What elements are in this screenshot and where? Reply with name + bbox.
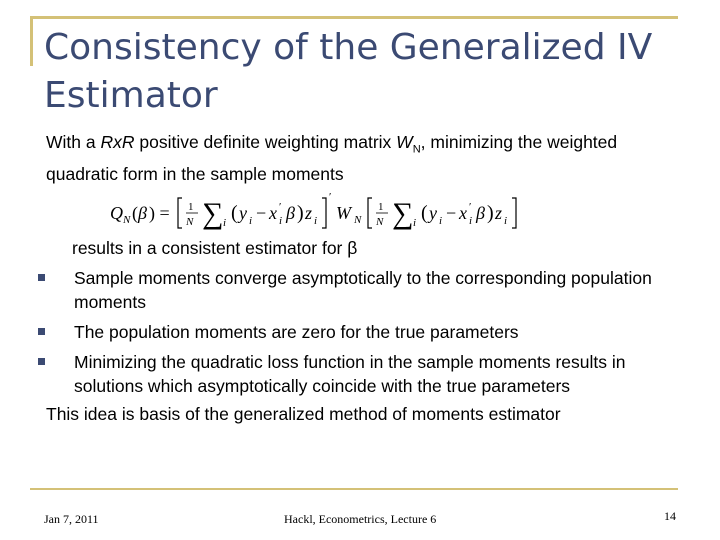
svg-text:): ) (487, 201, 494, 224)
svg-text:−: − (446, 202, 457, 223)
intro-paragraph: With a RxR positive definite weighting matrix $W_N$, minimizing the weighted quadratic form in the sample moments (46, 132, 618, 184)
bullet-square-icon (38, 274, 45, 281)
slide-title: Consistency of the Generalized IV Estimator (44, 27, 653, 116)
svg-text:i: i (249, 214, 253, 227)
title-top-rule (30, 16, 678, 19)
svg-text:y: y (239, 202, 247, 223)
svg-text:N: N (123, 213, 131, 226)
svg-text:z: z (305, 202, 313, 223)
formula-graphic (110, 192, 670, 232)
svg-text:(: ( (132, 202, 138, 223)
svg-text:N: N (186, 215, 194, 228)
svg-text:(: ( (421, 201, 428, 224)
footer-rule (30, 488, 678, 490)
svg-text:i: i (504, 214, 508, 227)
bullet-item: Minimizing the quadratic loss function in the sample moments results in solutions which asymptotically coincide with the true parameters (46, 350, 686, 398)
footer-lecture: Hackl, Econometrics, Lecture 6 (284, 512, 437, 526)
svg-text:z: z (495, 202, 503, 223)
svg-text:∑: ∑ (392, 196, 414, 230)
svg-text:x: x (269, 202, 277, 223)
svg-text:y: y (429, 202, 437, 223)
bullet-square-icon (38, 328, 45, 335)
svg-text:W: W (336, 202, 351, 223)
quadratic-form-formula (46, 192, 686, 232)
svg-text:β: β (138, 202, 147, 223)
svg-text:i: i (314, 214, 318, 227)
svg-text:β: β (286, 202, 295, 223)
svg-text:) =: ) = (149, 202, 170, 223)
footer-page-number: 14 (664, 509, 676, 523)
svg-text:i: i (469, 214, 473, 227)
svg-text:Q: Q (110, 202, 123, 223)
svg-text:x: x (459, 202, 467, 223)
result-line: results in a consistent estimator for β (72, 237, 358, 258)
bullet-item: Sample moments converge asymptotically to the corresponding population moments (46, 266, 686, 314)
closing-line: This idea is basis of the generalized method of moments estimator (46, 403, 561, 424)
title-left-rule (30, 16, 33, 66)
svg-text:i: i (279, 214, 283, 227)
svg-text:′: ′ (469, 200, 472, 213)
svg-text:1: 1 (378, 200, 384, 213)
svg-text:i: i (439, 214, 443, 227)
svg-text:−: − (256, 202, 267, 223)
svg-text:i: i (413, 216, 417, 229)
bullet-square-icon (38, 358, 45, 365)
svg-text:1: 1 (188, 200, 194, 213)
svg-text:N: N (354, 213, 362, 226)
svg-text:′: ′ (279, 200, 282, 213)
svg-text:β: β (476, 202, 485, 223)
svg-text:(: ( (231, 201, 238, 224)
svg-text:i: i (223, 216, 227, 229)
svg-text:∑: ∑ (202, 196, 224, 230)
bullet-item: The population moments are zero for the true parameters (46, 320, 686, 344)
svg-text:N: N (376, 215, 384, 228)
slide-body (46, 130, 686, 426)
svg-text:′: ′ (329, 191, 332, 203)
footer-date: Jan 7, 2011 (44, 512, 99, 526)
svg-text:): ) (297, 201, 304, 224)
